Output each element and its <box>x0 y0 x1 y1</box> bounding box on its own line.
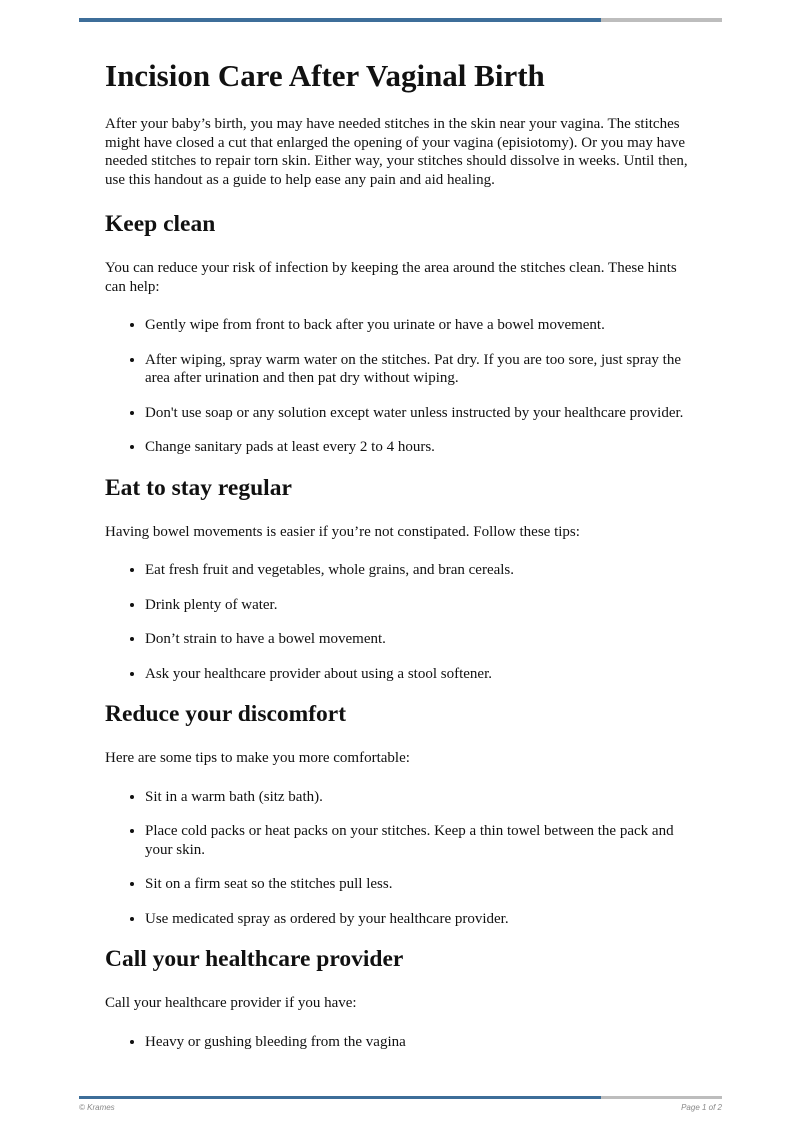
bullet-list <box>105 316 695 457</box>
list-item: • Place cold packs or heat packs on your stitches. Keep a thin towel between the pack and your skin. <box>145 822 695 859</box>
list-item: • Don't use soap or any solution except water unless instructed by your healthcare provider. <box>145 404 695 423</box>
list-item: • Gently wipe from front to back after you urinate or have a bowel movement. <box>145 316 695 335</box>
header-rule <box>79 18 722 22</box>
section-text: Call your healthcare provider if you have: <box>105 995 357 1011</box>
header-rule-accent <box>79 18 601 22</box>
list-item: • Use medicated spray as ordered by your healthcare provider. <box>145 910 695 929</box>
section-reduce-discomfort <box>105 699 695 928</box>
footer-rule-track <box>601 1096 722 1099</box>
list-item: • Eat fresh fruit and vegetables, whole grains, and bran cereals. <box>145 561 695 580</box>
list-item: • Heavy or gushing bleeding from the vagina <box>145 1033 695 1052</box>
section-heading: Eat to stay regular <box>105 474 292 501</box>
bullet-list <box>105 561 695 683</box>
intro-paragraph: After your baby’s birth, you may have needed stitches in the skin near your vagina. The stitches might have closed a cut that enlarged the opening of your vagina (episiotomy). Or you may have needed stitches to repair torn skin. Either way, your stitches should dissolve in weeks. Until then, use this handout as a guide to help ease any pain and aid healing. <box>105 116 688 188</box>
section-keep-clean <box>105 209 695 457</box>
list-item: • Sit on a firm seat so the stitches pull less. <box>145 875 695 894</box>
section-heading: Keep clean <box>105 211 216 237</box>
footer-page-number: Page 1 of 2 <box>681 1103 722 1112</box>
footer-copyright: © Krames <box>79 1103 115 1112</box>
footer-rule <box>79 1096 722 1099</box>
footer-rule-accent <box>79 1096 601 1099</box>
header-rule-track <box>601 18 722 22</box>
document-body <box>105 56 695 1067</box>
section-eat-to-stay-regular <box>105 473 695 684</box>
section-text: Having bowel movements is easier if you’re not constipated. Follow these tips: <box>105 523 580 540</box>
page-title: Incision Care After Vaginal Birth <box>105 58 545 93</box>
bullet-list <box>105 1033 695 1052</box>
section-heading: Reduce your discomfort <box>105 701 347 727</box>
list-item: • Change sanitary pads at least every 2 to 4 hours. <box>145 438 695 457</box>
section-heading: Call your healthcare provider <box>105 946 404 972</box>
list-item: • After wiping, spray warm water on the stitches. Pat dry. If you are too sore, just spray the area after urination and then pat dry without wiping. <box>145 351 695 388</box>
list-item: • Ask your healthcare provider about using a stool softener. <box>145 665 695 684</box>
section-text: Here are some tips to make you more comfortable: <box>105 750 410 766</box>
list-item: • Don’t strain to have a bowel movement. <box>145 630 695 649</box>
section-text: You can reduce your risk of infection by keeping the area around the stitches clean. These hints can help: <box>105 260 677 295</box>
bullet-list <box>105 788 695 929</box>
list-item: • Sit in a warm bath (sitz bath). <box>145 788 695 807</box>
list-item: • Drink plenty of water. <box>145 596 695 615</box>
section-call-provider <box>105 944 695 1051</box>
